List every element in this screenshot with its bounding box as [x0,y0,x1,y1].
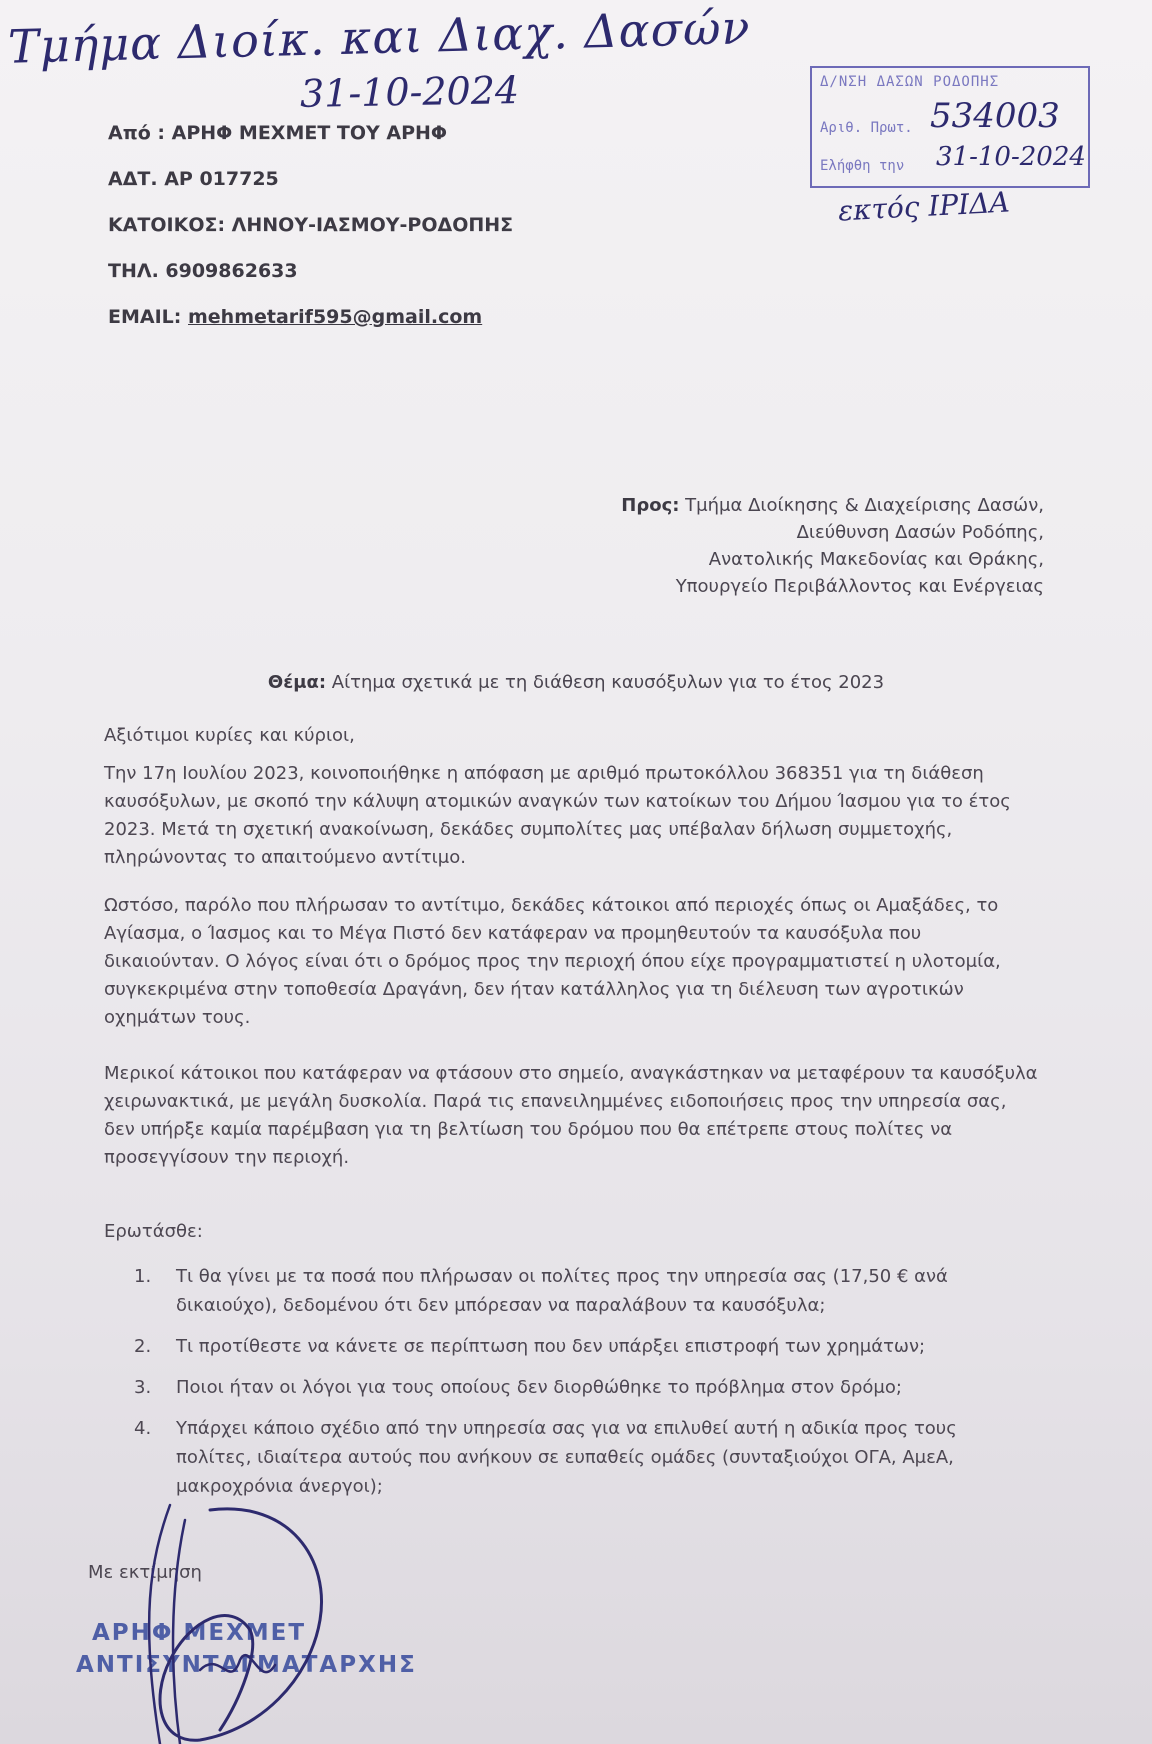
list-item [134,1414,1034,1501]
sender-email [108,302,513,348]
list-item [134,1373,1034,1402]
paragraph-1: Την 17η Ιουλίου 2023, κοινοποιήθηκε η απόφαση με αριθμό πρωτοκόλλου 368351 για τη διάθεση καυσόξυλων, με σκοπό την κάλυψη ατομικών αναγκών των κατοίκων του Δήμου Ίασμου για το έτος 2023. Μετά τη σχετική ανακοίνωση, δεκάδες συμπολίτες μας υπέβαλαν δήλωση συμμετοχής, πληρώνοντας το απαιτούμενο αντίτιμο. [104,763,1011,868]
ask-label: Ερωτάσθε: [104,1221,203,1242]
list-item [134,1262,1034,1320]
recipient-block [621,492,1044,600]
stamp-office: Δ/ΝΣΗ ΔΑΣΩΝ ΡΟΔΟΠΗΣ [820,74,1000,90]
stamp-protocol-number: 534003 [930,96,1060,136]
recipient-label: Προς: [621,495,680,516]
sender-block [108,118,513,348]
sender-email-label: EMAIL: [108,306,182,328]
sender-name: ΑΡΗΦ ΜΕΧΜΕΤ ΤΟΥ ΑΡΗΦ [171,122,448,144]
greeting: Αξιότιμοι κυρίες και κύριοι, [104,725,355,746]
sender-id: ΑΔΤ. ΑΡ 017725 [108,168,279,190]
sender-phone: ΤΗΛ. 6909862633 [108,260,298,282]
handwritten-date: 31-10-2024 [299,68,520,116]
subject-text: Αίτημα σχετικά με τη διάθεση καυσόξυλων για το έτος 2023 [331,672,885,693]
question-text: Τι προτίθεστε να κάνετε σε περίπτωση που δεν υπάρξει επιστροφή των χρημάτων; [176,1336,926,1357]
signature-stamp-line-1: ΑΡΗΦ ΜΕΧΜΕΤ [92,1620,307,1646]
question-number: 3. [134,1377,152,1398]
paragraph-2: Ωστόσο, παρόλο που πλήρωσαν το αντίτιμο, δεκάδες κάτοικοι από περιοχές όπως οι Αμαξάδες, το Αγίασμα, ο Ίασμος και το Μέγα Πιστό δεν κατάφεραν να προμηθευτούν τα καυσόξυλα που δικαιούνταν. Ο λόγος είναι ότι ο δρόμος προς την περιοχή όπου είχε προγραμματιστεί η υλοτομία, συγκεκριμένα στην τοποθεσία Δραγάνη, δεν ήταν κατάλληλος για τη διέλευση των αγροτικών οχημάτων τους. [104,895,1001,1028]
stamp-handwritten-note: εκτός ΙΡΙΔΑ [837,185,1011,228]
question-number: 4. [134,1418,152,1439]
recipient-line-3: Ανατολικής Μακεδονίας και Θράκης, [708,549,1044,570]
list-item [134,1332,1034,1361]
signature-strokes [149,1505,185,1744]
handwritten-department-note: Τμήμα Διοίκ. και Διαχ. Δασών [7,0,752,74]
question-text: Τι θα γίνει με τα ποσά που πλήρωσαν οι πολίτες προς την υπηρεσία σας (17,50 € ανά δικαιούχο), δεδομένου ότι δεν μπόρεσαν να παραλάβουν τα καυσόξυλα; [176,1266,948,1316]
handwritten-signature [140,1500,340,1744]
question-number: 1. [134,1266,152,1287]
question-list [134,1262,1034,1513]
signature-stamp-line-2: ΑΝΤΙΣΥΝΤΑΓΜΑΤΑΡΧΗΣ [76,1652,417,1678]
signature-scribble [200,1655,275,1672]
recipient-line-2: Διεύθυνση Δασών Ροδόπης, [796,522,1044,543]
sender-from [108,118,513,164]
subject-label: Θέμα: [267,672,327,693]
question-text: Ποιοι ήταν οι λόγοι για τους οποίους δεν διορθώθηκε το πρόβλημα στον δρόμο; [176,1377,902,1398]
stamp-protocol-label: Αριθ. Πρωτ. [820,120,913,136]
question-number: 2. [134,1336,152,1357]
recipient-line-4: Υπουργείο Περιβάλλοντος και Ενέργειας [675,576,1044,597]
recipient-line-1: Προς: Τμήμα Διοίκησης & Διαχείρισης Δασών, [621,495,1044,516]
signature-loop [160,1509,322,1740]
sender-email-link[interactable]: mehmetarif595@gmail.com [188,306,483,328]
paragraph-3: Μερικοί κάτοικοι που κατάφεραν να φτάσουν στο σημείο, αναγκάστηκαν να μεταφέρουν τα καυσόξυλα χειρωνακτικά, με μεγάλη δυσκολία. Παρά τις επανειλημμένες ειδοποιήσεις προς την υπηρεσία σας, δεν υπήρξε καμία παρέμβαση για τη βελτίωση του δρόμου που θα επέτρεπε στους πολίτες να προσεγγίσουν την περιοχή. [104,1063,1038,1168]
protocol-stamp [810,66,1090,188]
stamp-received-label: Ελήφθη την [820,158,905,174]
question-text: Υπάρχει κάποιο σχέδιο από την υπηρεσία σας για να επιλυθεί αυτή η αδικία προς τους πολίτες, ιδιαίτερα αυτούς που ανήκουν σε ευπαθείς ομάδες (συνταξιούχοι ΟΓΑ, ΑμεΑ, μακροχρόνια άνεργοι); [176,1418,957,1497]
closing-text: Με εκτίμηση [88,1562,202,1583]
sender-from-label: Από : [108,122,165,144]
sender-residence: ΚΑΤΟΙΚΟΣ: ΛΗΝΟΥ-ΙΑΣΜΟΥ-ΡΟΔΟΠΗΣ [108,214,514,236]
subject-line [0,672,1152,693]
stamp-received-date: 31-10-2024 [936,142,1086,172]
